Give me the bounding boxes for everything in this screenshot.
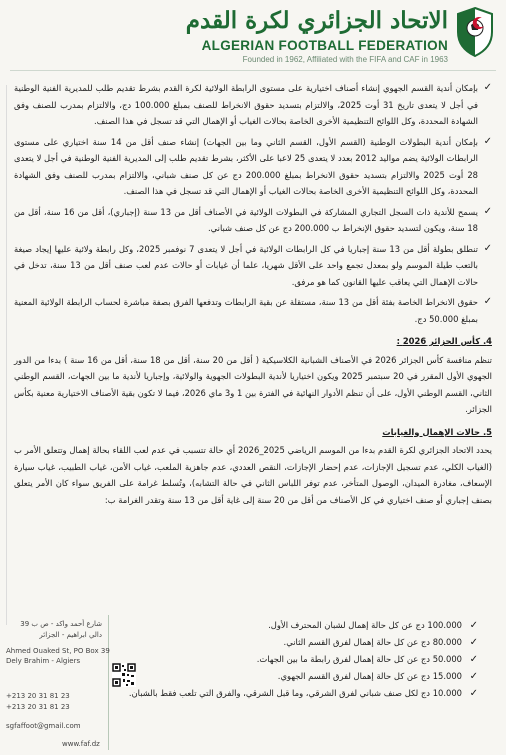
checkmark-icon: ✓ [469, 688, 478, 699]
section-5-body: يحدد الاتحاد الجزائري لكرة القدم بدءا من الموسم الرياضي 2025_2026 أي حالة تتسبب في عدم لعب اللقاء بحالة إهمال وتتعلق الأمر ب (الغياب الكلي، عدم تسجيل الإجازات، عدم إحضار الإجازات، النقص العددي، عدم جاهزية الملعب، غياب الأمن، غياب الطبيب، غياب سيارة الإسعاف، مغادرة الميدان، الوصول المتأخر، عدم توفر اللباس الثاني في حالة التشابه)، وتُسلط غرامة على الفريق سواء كان الأمر يتعلق بصنف إجباري أو صنف اختياري في كل الأصناف من أقل من 20 سنة إلى غاية أقل من 13 سنة وتقدر الغرامة ب: [14, 445, 492, 505]
fine-text: 10.000 دج لكل صنف شباني لفرق الشرقي، وما قبل الشرقي، والفرق التي تلعب فقط بالشبان. [128, 688, 462, 698]
fine-item [158, 668, 478, 685]
letterhead [0, 0, 506, 78]
checkmark-icon: ✓ [483, 205, 492, 217]
section-4-title: 4. كأس الجزائر 2026 : [396, 336, 492, 346]
section-4-body: تنظم منافسة كأس الجزائر 2026 في الأصناف الشبانية الكلاسيكية ( أقل من 20 سنة، أقل من 18 سنة، أقل من 16 سنة ) بدءا من الدور الجهوي الأول المقرر في 20 سبتمبر 2025 ويكون اختياريا لأندية البطولات الجهوية والولائية، وإجباريا لأندية ما بين الجهات، القسم الوطني الثاني، القسم الوطني الأول، على أن تنظم الأدوار النهائية في الفترة بين 1 و3 ماي 2026، فيما لا تكون بقية الأصناف الاختيارية معنية بكأس الجزائر. [14, 354, 493, 414]
list-item [14, 294, 492, 327]
list-item-text: بإمكان أندية القسم الجهوي إنشاء أصناف اختيارية على مستوى الرابطة الولائية لكرة القدم بشرط تقديم طلب للمديرية الفنية الوطنية في أجل لا يتعدى تاريخ 31 أوت 2025، والالتزام بتسديد حقوق الانخراط للصنف بمبلغ 100.000 دج، والالتزام بمدرب للصنف وفق الشهادة المحددة، وكل اللوائح التنظيمية الأخرى الخاصة بحالات الغياب أو الإهمال التي قد تسجل في هذا الصنف. [14, 83, 479, 126]
checkmark-icon: ✓ [483, 135, 492, 147]
fine-item [158, 651, 478, 668]
checkmark-icon: ✓ [469, 620, 478, 631]
federation-founded-line: Founded in 1962, Affiliated with the FIFA and CAF in 1963 [242, 55, 448, 64]
federation-name-arabic: الاتحاد الجزائري لكرة القدم [185, 7, 448, 34]
left-margin-rule [6, 85, 7, 625]
fine-text: 50.000 دج عن كل حالة إهمال لفرق رابطة ما بين الجهات. [256, 654, 462, 664]
list-item [14, 204, 492, 237]
section-5-title: 5. حالات الإهمال والغيابات [382, 426, 492, 437]
qr-code-icon [112, 663, 136, 687]
list-item-text: حقوق الانخراط الخاصة بفئة أقل من 13 سنة، مستقلة عن بقية الرابطات وتدفعها الفرق بصفة مباشرة لحساب الرابطة الولائية المعنية بمبلغ 50.000 دج. [14, 297, 478, 324]
list-item-text: بإمكان أندية البطولات الوطنية (القسم الأول، القسم الثاني وما بين الجهات) إنشاء صنف أقل من 14 سنة اختياري على مستوى الرابطات الولائية يضم مواليد 2012 بعدد لا يتعدى 25 لاعبا على الأكثر، بشرط تقديم طلب إلى المديرية الفنية الوطنية في أجل لا يتعدى 28 أوت 2025 والالتزام بتسديد حقوق الانخراط بمبلغ 200.000 دج عن كل صنف شباني، والالتزام بمدرب للصنف وفق الشهادة المحددة، وكل اللوائح التنظيمية الأخرى الخاصة بحالات الغياب أو الإهمال التي قد تسجل في هذا الصنف. [14, 136, 479, 196]
fine-text: 15.000 دج عن كل حالة إهمال لفرق القسم الجهوي. [277, 671, 462, 681]
header-divider [10, 70, 496, 71]
fine-item [158, 617, 478, 634]
fine-item [158, 634, 478, 651]
footer-address-en-1: Ahmed Ouaked St, PO Box 39 [6, 647, 110, 655]
federation-name-english: ALGERIAN FOOTBALL FEDERATION [201, 38, 448, 53]
footer-address-ar-2: دالي ابراهيم - الجزائر [39, 631, 102, 639]
list-item-text: يسمح للأندية ذات السجل التجاري المشاركة في البطولات الولائية في الأصناف أقل من 13 سنة (إجباري)، أقل من 16 سنة، أقل من 18 سنة، ويكون لتسديد حقوق الإنخراط ب 200.000 دج عن كل صنف شباني. [14, 206, 478, 233]
checkmark-icon: ✓ [483, 82, 492, 93]
footer-email[interactable]: sgfaffoot@gmail.com [6, 722, 81, 730]
checkmark-icon: ✓ [469, 637, 478, 648]
footer-divider [108, 615, 109, 750]
fine-item [128, 685, 478, 702]
fines-list [128, 617, 478, 702]
fine-text: 100.000 دج عن كل حالة إهمال لشبان المحترف الأول. [268, 620, 462, 630]
document-body [14, 80, 492, 512]
list-item-text: تنطلق بطولة أقل من 13 سنة إجباريا في كل الرابطات الولائية في أجل لا يتعدى 7 نوفمبر 2025، وكل رابطة ولائية عليها إيجاد صيغة بالتعب طيلة الموسم ولو بمعدل تجمع واحد على الأقل شهريا، علما أن غيابات أو حالات عدم لعب صنف أقل من 13 سنة، تدخل في حالات الإهمال التي يعاقب عليها القانون كما هو مرفق. [14, 243, 478, 287]
footer-address-en-2: Dely Brahim - Algiers [6, 657, 81, 665]
checkmark-icon: ✓ [483, 296, 492, 307]
checkmark-icon: ✓ [483, 242, 492, 254]
list-item [14, 80, 492, 130]
footer-address-ar-1: شارع أحمد واكد - ص ب 39 [20, 620, 102, 628]
checkmark-icon: ✓ [469, 671, 478, 682]
federation-logo-icon [454, 6, 496, 58]
checkmark-icon: ✓ [469, 654, 478, 665]
fine-text: 80.000 دج عن كل حالة إهمال لفرق القسم الثاني. [283, 637, 462, 647]
list-item [14, 134, 492, 200]
list-item [14, 241, 492, 291]
footer-website[interactable]: www.faf.dz [62, 740, 100, 748]
footer-phone-1: +213 20 31 81 23 [6, 692, 70, 700]
footer-phone-2: +213 20 31 81 23 [6, 703, 70, 711]
